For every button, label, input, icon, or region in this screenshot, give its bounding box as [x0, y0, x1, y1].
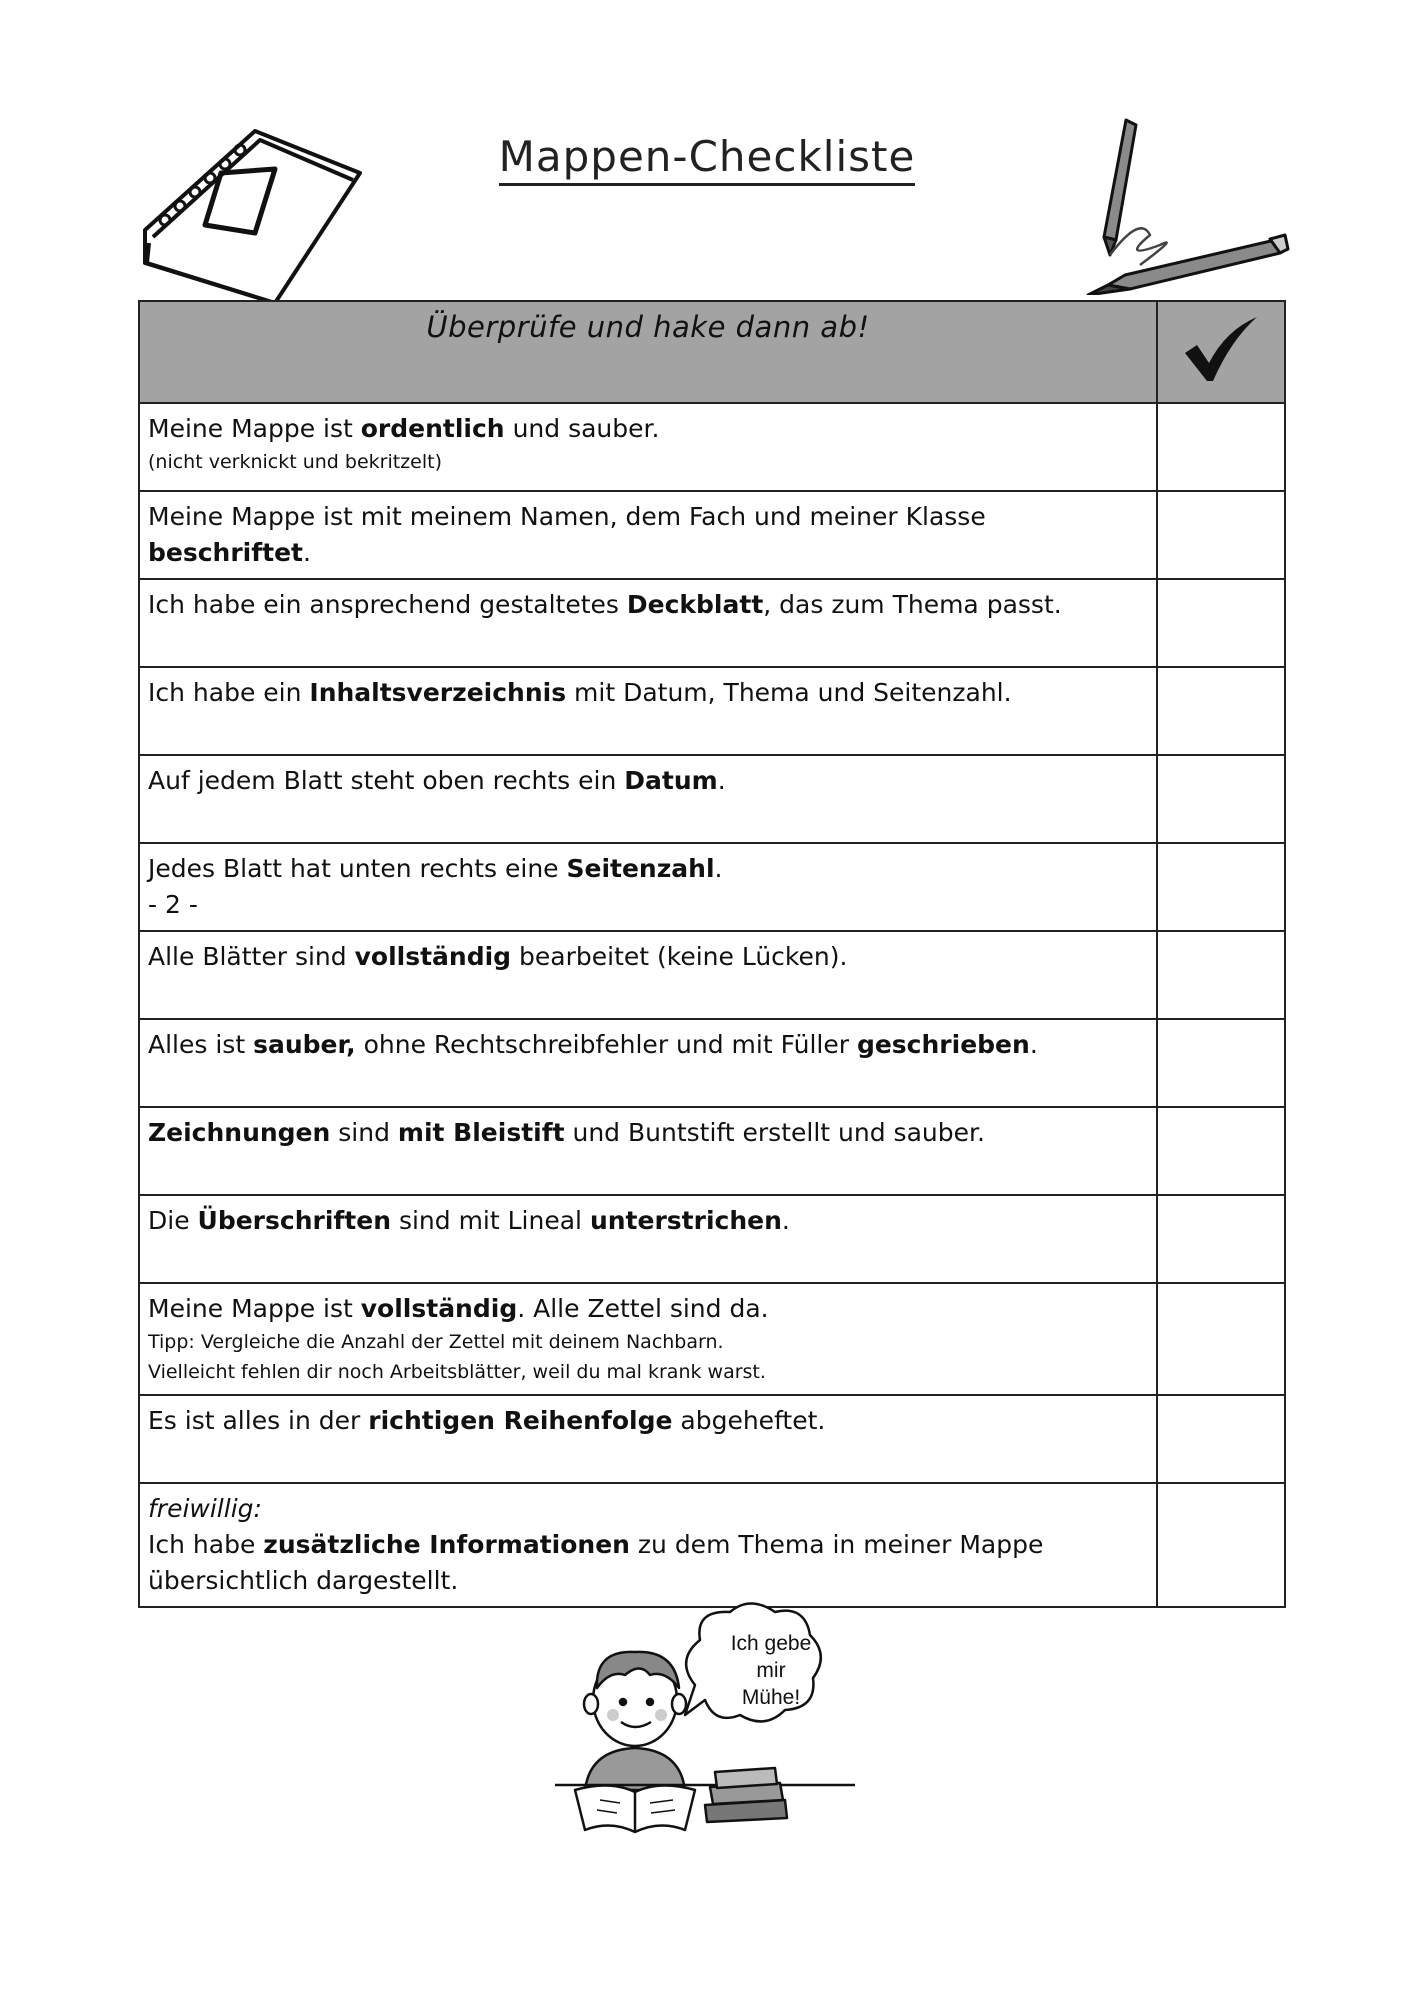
checklist-row: [139, 579, 1285, 667]
item-main-text: [148, 1115, 1148, 1151]
item-main-text: [148, 851, 1148, 887]
bubble-line-3: Mühe!: [741, 1686, 801, 1709]
checklist-item-text: [140, 756, 1156, 799]
text-segment: und sauber.: [504, 414, 660, 443]
keyword-bold: Seitenzahl: [566, 854, 715, 883]
checklist-row: [139, 843, 1285, 931]
item-main-text: [148, 675, 1148, 711]
check-box-cell[interactable]: [1157, 1195, 1285, 1283]
text-segment: .: [714, 854, 723, 883]
checklist-item-text: [140, 404, 1156, 477]
check-box-cell[interactable]: [1157, 667, 1285, 755]
checklist-item-text: [140, 1020, 1156, 1063]
item-main-text: [148, 587, 1148, 623]
keyword-bold: beschriftet: [148, 538, 303, 567]
check-box-cell[interactable]: [1157, 1107, 1285, 1195]
checklist-row: [139, 1195, 1285, 1283]
instruction-text: Überprüfe und hake dann ab!: [426, 310, 870, 344]
item-tip1: Tipp: Vergleiche die Anzahl der Zettel mit deinem Nachbarn.: [148, 1331, 724, 1353]
checklist-item-text: [140, 844, 1156, 923]
text-segment: Jedes Blatt hat unten rechts eine: [148, 854, 567, 883]
text-segment: Ich habe: [148, 1530, 264, 1559]
table-header-row: [139, 301, 1285, 403]
item-line2: - 2 -: [148, 890, 198, 919]
checklist-item-text: [140, 580, 1156, 623]
checklist-row: [139, 1107, 1285, 1195]
check-box-cell[interactable]: [1157, 1395, 1285, 1483]
text-segment: Die: [148, 1206, 198, 1235]
bubble-line-2: mir: [756, 1659, 786, 1682]
check-box-cell[interactable]: [1157, 1019, 1285, 1107]
checklist-item-cell: [139, 1483, 1157, 1607]
keyword-bold: unterstrichen: [589, 1206, 782, 1235]
keyword-bold: ordentlich: [360, 414, 505, 443]
checklist-row: [139, 1395, 1285, 1483]
checklist-item-text: [140, 1484, 1156, 1599]
check-box-cell[interactable]: [1157, 931, 1285, 1019]
text-segment: .: [781, 1206, 790, 1235]
check-box-cell[interactable]: [1157, 755, 1285, 843]
check-header-cell: [1157, 301, 1285, 403]
speech-bubble-text: [708, 1630, 834, 1711]
checklist-item-cell: [139, 1019, 1157, 1107]
checklist-item-cell: [139, 1395, 1157, 1483]
text-segment: sind mit Lineal: [391, 1206, 590, 1235]
checkmark-icon: [1181, 315, 1261, 385]
optional-label: freiwillig:: [148, 1494, 262, 1523]
checklist-table: [138, 300, 1286, 1608]
keyword-bold: Deckblatt: [626, 590, 764, 619]
keyword-bold: mit Bleistift: [397, 1118, 565, 1147]
checklist-row: [139, 755, 1285, 843]
check-box-cell[interactable]: [1157, 579, 1285, 667]
checklist-row: [139, 403, 1285, 491]
checklist-item-cell: [139, 667, 1157, 755]
checklist-item-text: [140, 668, 1156, 711]
checklist-row: [139, 1019, 1285, 1107]
checklist-item-text: [140, 1108, 1156, 1151]
checklist-item-text: [140, 1284, 1156, 1387]
keyword-bold: richtigen Reihenfolge: [368, 1406, 673, 1435]
text-segment: abgeheftet.: [672, 1406, 826, 1435]
item-main-text: [148, 499, 1148, 571]
checklist-row: [139, 931, 1285, 1019]
checklist-item-cell: [139, 755, 1157, 843]
checklist-item-cell: [139, 491, 1157, 579]
text-segment: bearbeitet (keine Lücken).: [511, 942, 848, 971]
keyword-bold: Datum: [624, 766, 718, 795]
checklist-item-cell: [139, 403, 1157, 491]
item-main-text: [148, 1027, 1148, 1063]
item-main-text: [148, 763, 1148, 799]
bubble-line-1: Ich gebe: [730, 1632, 812, 1655]
text-segment: Alles ist: [148, 1030, 254, 1059]
text-segment: Ich habe ein ansprechend gestaltetes: [148, 590, 627, 619]
checklist-row: [139, 1283, 1285, 1395]
text-segment: . Alle Zettel sind da.: [517, 1294, 769, 1323]
checklist-item-cell: [139, 843, 1157, 931]
item-main-text: [148, 411, 1148, 447]
item-main-text: [148, 1527, 1148, 1599]
checklist-item-cell: [139, 579, 1157, 667]
check-box-cell[interactable]: [1157, 491, 1285, 579]
text-segment: mit Datum, Thema und Seitenzahl.: [566, 678, 1012, 707]
keyword-bold: vollständig: [360, 1294, 518, 1323]
text-segment: Meine Mappe ist: [148, 1294, 361, 1323]
checklist-item-text: [140, 1396, 1156, 1439]
item-main-text: [148, 939, 1148, 975]
text-segment: Ich habe ein: [148, 678, 310, 707]
item-main-text: [148, 1403, 1148, 1439]
checklist-item-cell: [139, 1107, 1157, 1195]
keyword-bold: Überschriften: [197, 1206, 391, 1235]
text-segment: Meine Mappe ist: [148, 414, 361, 443]
pen-pencil-icon: [1080, 115, 1290, 295]
title-text: Mappen-Checkliste: [499, 132, 916, 186]
instruction-cell: [139, 301, 1157, 403]
checklist-item-cell: [139, 931, 1157, 1019]
check-box-cell[interactable]: [1157, 1483, 1285, 1607]
text-segment: .: [717, 766, 726, 795]
text-segment: Es ist alles in der: [148, 1406, 369, 1435]
checklist-row: [139, 491, 1285, 579]
check-box-cell[interactable]: [1157, 1283, 1285, 1395]
text-segment: , das zum Thema passt.: [763, 590, 1062, 619]
text-segment: Alle Blätter sind: [148, 942, 355, 971]
item-main-text: [148, 1203, 1148, 1239]
check-box-cell[interactable]: [1157, 403, 1285, 491]
item-main-text: [148, 1291, 1148, 1327]
check-box-cell[interactable]: [1157, 843, 1285, 931]
checklist-item-text: [140, 492, 1156, 571]
text-segment: zu dem Thema in meiner Mappe übersichtlich dargestellt.: [148, 1530, 1044, 1595]
keyword-bold: vollständig: [354, 942, 512, 971]
keyword-bold: Inhaltsverzeichnis: [309, 678, 567, 707]
checklist-item-cell: [139, 1195, 1157, 1283]
keyword-bold: geschrieben: [856, 1030, 1030, 1059]
keyword-bold: zusätzliche Informationen: [263, 1530, 630, 1559]
checklist-item-text: [140, 932, 1156, 975]
text-segment: ohne Rechtschreibfehler und mit Füller: [355, 1030, 857, 1059]
item-tip2: Vielleicht fehlen dir noch Arbeitsblätter, weil du mal krank warst.: [148, 1361, 766, 1383]
checklist-row: [139, 667, 1285, 755]
text-segment: sind: [330, 1118, 398, 1147]
checklist-row: [139, 1483, 1285, 1607]
keyword-bold: Zeichnungen: [148, 1118, 331, 1147]
checklist-item-cell: [139, 1283, 1157, 1395]
text-segment: .: [302, 538, 311, 567]
item-note: (nicht verknickt und bekritzelt): [148, 451, 442, 473]
text-segment: .: [1029, 1030, 1038, 1059]
keyword-bold: sauber,: [253, 1030, 356, 1059]
text-segment: Auf jedem Blatt steht oben rechts ein: [148, 766, 625, 795]
text-segment: Meine Mappe ist mit meinem Namen, dem Fach und meiner Klasse: [148, 502, 986, 531]
notebook-icon: [135, 125, 375, 315]
text-segment: und Buntstift erstellt und sauber.: [564, 1118, 985, 1147]
checklist-item-text: [140, 1196, 1156, 1239]
